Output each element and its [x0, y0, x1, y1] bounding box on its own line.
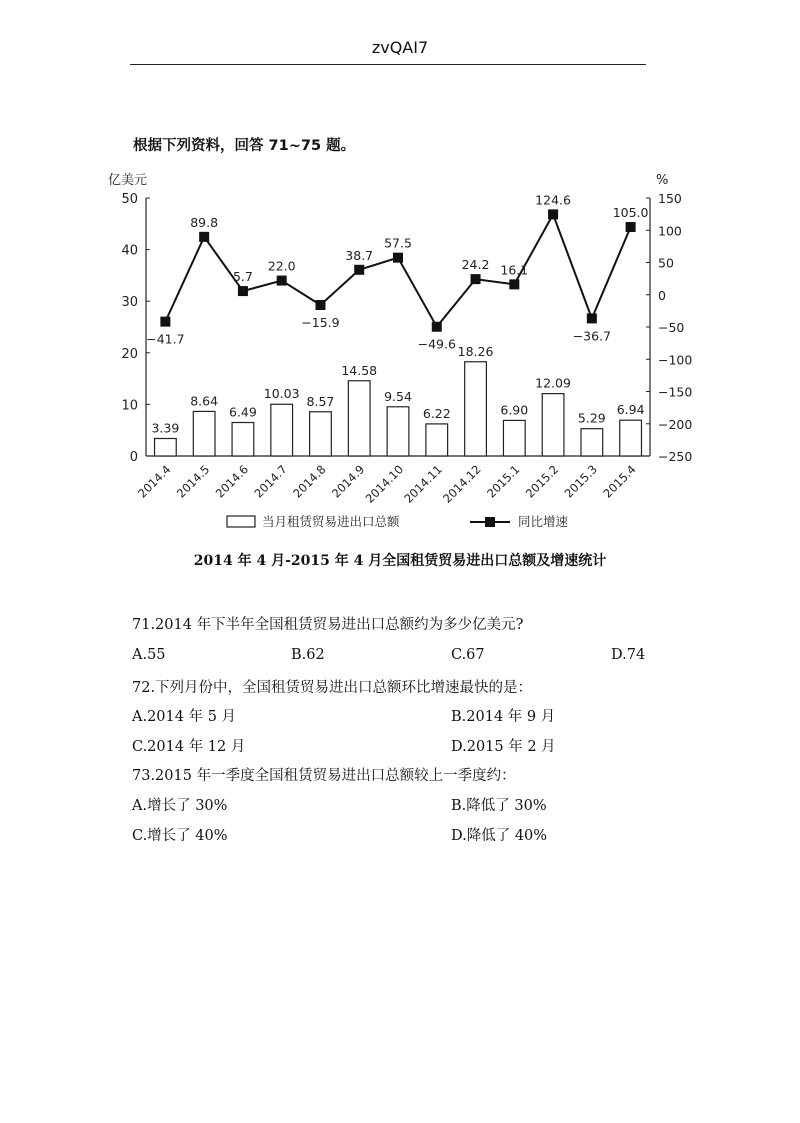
right-tick-label: 150 [658, 191, 682, 206]
legend-line-marker [485, 517, 495, 527]
x-category-label: 2014.11 [401, 462, 445, 506]
question-71: 71.2014 年下半年全国租赁贸易进出口总额约为多少亿美元? [132, 617, 524, 633]
growth-marker [393, 253, 403, 263]
trade-chart [100, 168, 700, 548]
bar-value-label: 10.03 [263, 386, 300, 402]
x-category-label: 2014.12 [440, 462, 484, 506]
growth-value-label: 24.2 [461, 257, 490, 273]
bar-value-label: 9.54 [384, 388, 412, 404]
x-category-label: 2014.8 [290, 462, 329, 501]
q73-option-c[interactable]: C.增长了 40% [132, 828, 228, 844]
growth-value-label: 124.6 [535, 192, 571, 208]
section-intro: 根据下列资料，回答 71~75 题。 [133, 138, 356, 154]
right-tick-label: −200 [658, 416, 693, 432]
bar [232, 423, 254, 456]
bar-value-label: 6.94 [616, 402, 645, 418]
left-tick-label: 0 [129, 450, 138, 465]
growth-value-label: 105.0 [612, 205, 649, 221]
bar-value-label: 8.57 [306, 393, 335, 409]
right-tick-label: −150 [658, 384, 693, 400]
left-tick-label: 50 [121, 192, 138, 207]
q73-option-a[interactable]: A.增长了 30% [132, 798, 228, 814]
q72-option-a[interactable]: A.2014 年 5 月 [132, 709, 237, 725]
left-tick-label: 30 [121, 295, 138, 311]
bar [271, 404, 293, 456]
q72-option-d[interactable]: D.2015 年 2 月 [451, 739, 556, 755]
legend-bar-swatch [227, 516, 255, 527]
x-category-label: 2015.3 [561, 462, 600, 501]
bar-value-label: 14.58 [341, 362, 378, 378]
bar [542, 394, 564, 456]
right-tick-label: 50 [658, 255, 674, 271]
q72-option-b[interactable]: B.2014 年 9 月 [451, 709, 556, 725]
growth-marker [160, 317, 170, 327]
q72-option-c[interactable]: C.2014 年 12 月 [132, 739, 246, 755]
bar-value-label: 6.22 [422, 405, 451, 421]
legend-bar-label: 当月租赁贸易进出口总额 [262, 514, 400, 529]
bar [426, 424, 448, 456]
growth-value-label: 57.5 [384, 235, 412, 251]
bar-value-label: 8.64 [190, 393, 219, 409]
left-tick-label: 10 [121, 398, 138, 414]
bar [310, 412, 332, 456]
chart-caption: 2014 年 4 月-2015 年 4 月全国租赁贸易进出口总额及增速统计 [193, 553, 607, 569]
bar-value-label: 5.29 [577, 410, 606, 426]
bar-value-label: 3.39 [151, 420, 180, 436]
question-72: 72.下列月份中，全国租赁贸易进出口总额环比增速最快的是： [132, 680, 533, 696]
growth-value-label: −15.9 [301, 315, 340, 331]
q73-option-b[interactable]: B.降低了 30% [451, 798, 547, 814]
bar [620, 420, 642, 456]
x-category-label: 2014.4 [135, 462, 174, 501]
bar [503, 420, 525, 456]
right-axis-title: % [656, 173, 669, 188]
bar [581, 429, 603, 456]
x-category-label: 2014.5 [173, 462, 213, 501]
growth-marker [238, 286, 248, 296]
x-category-label: 2015.4 [600, 462, 639, 501]
bar [155, 439, 177, 456]
growth-marker [354, 265, 364, 275]
q71-option-c[interactable]: C.67 [451, 647, 485, 663]
right-tick-label: −100 [658, 352, 693, 368]
growth-marker [587, 313, 597, 323]
bar [465, 362, 487, 456]
right-tick-label: 0 [658, 287, 666, 303]
x-category-label: 2014.9 [328, 462, 368, 501]
growth-marker [277, 276, 287, 286]
left-axis-title: 亿美元 [108, 173, 148, 188]
x-category-label: 2015.2 [522, 462, 562, 501]
x-category-label: 2014.10 [362, 462, 407, 506]
bar-value-label: 18.26 [457, 343, 494, 359]
growth-marker [548, 209, 558, 219]
growth-marker [315, 300, 325, 310]
growth-marker [199, 232, 209, 242]
bar-value-label: 6.49 [229, 404, 257, 420]
bar [387, 407, 409, 456]
growth-value-label: −41.7 [146, 331, 185, 347]
bar [193, 411, 215, 456]
bar [348, 381, 370, 456]
growth-value-label: 38.7 [345, 247, 374, 263]
right-tick-label: 100 [658, 223, 682, 239]
growth-value-label: 89.8 [190, 214, 219, 230]
q71-option-a[interactable]: A.55 [132, 647, 166, 663]
q71-option-d[interactable]: D.74 [611, 647, 646, 663]
question-73: 73.2015 年一季度全国租赁贸易进出口总额较上一季度约： [132, 768, 516, 784]
growth-value-label: 16.1 [500, 262, 529, 278]
right-tick-label: −50 [658, 320, 685, 335]
bar-value-label: 6.90 [500, 402, 529, 418]
growth-marker [509, 279, 519, 289]
right-tick-label: −250 [658, 449, 693, 464]
page-header-title: zvQAI7 [371, 38, 429, 57]
left-tick-label: 40 [121, 243, 138, 259]
left-tick-label: 20 [121, 346, 138, 362]
growth-marker [626, 222, 636, 232]
growth-value-label: 22.0 [267, 258, 296, 274]
growth-value-label: −49.6 [417, 336, 456, 352]
x-category-label: 2015.1 [484, 462, 523, 501]
header-divider [130, 64, 646, 65]
x-category-label: 2014.6 [212, 462, 252, 501]
x-category-label: 2014.7 [251, 462, 290, 501]
growth-value-label: −36.7 [572, 328, 612, 344]
q71-option-b[interactable]: B.62 [291, 647, 325, 663]
growth-marker [432, 322, 442, 332]
legend-line-label: 同比增速 [518, 514, 569, 529]
growth-marker [471, 274, 481, 284]
q73-option-d[interactable]: D.降低了 40% [451, 828, 548, 844]
growth-value-label: 5.7 [232, 269, 253, 285]
bar-value-label: 12.09 [535, 375, 571, 391]
